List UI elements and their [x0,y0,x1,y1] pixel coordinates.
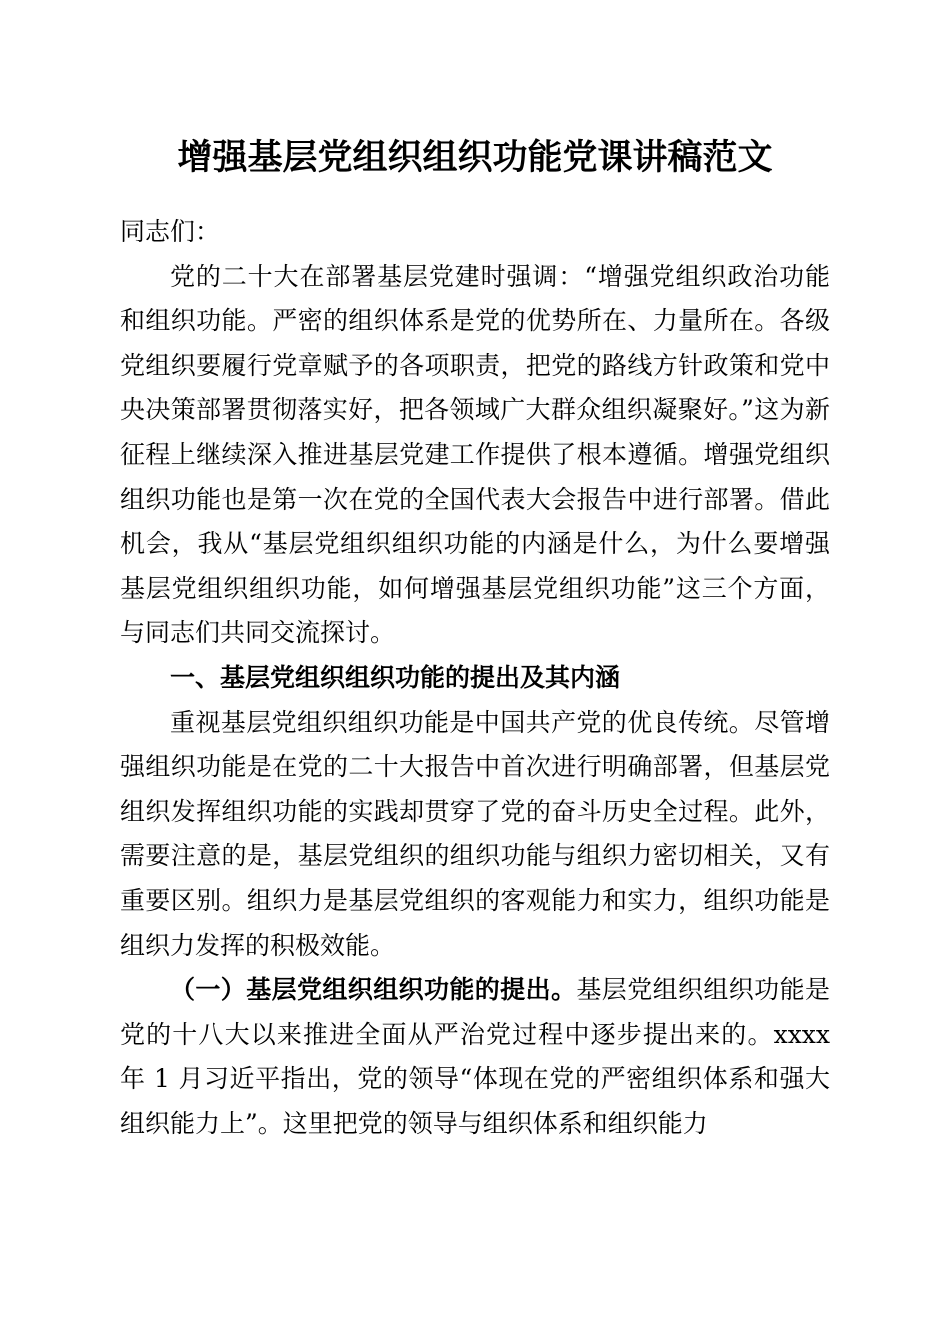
subsection-1-text: 基层党组织组织功能是党的十八大以来推进全面从严治党过程中逐步提出来的。xxxx 年 1 月习近平指出，党的领导“体现在党的严密组织体系和强大组织能力上”。这里把党的领导与组织体系和组织能力 [120,975,830,1138]
subsection-heading-1: （一）基层党组织组织功能的提出。 [170,975,577,1005]
document-body [120,210,830,1146]
section-1-paragraph: 重视基层党组织组织功能是中国共产党的优良传统。尽管增强组织功能是在党的二十大报告中首次进行明确部署，但基层党组织发挥组织功能的实践却贯穿了党的奋斗历史全过程。此外，需要注意的是，基层党组织的组织功能与组织力密切相关，又有重要区别。组织力是基层党组织的客观能力和实力，组织功能是组织力发挥的积极效能。 [120,707,830,960]
salutation: 同志们： [120,217,221,246]
subsection-1-paragraph [120,968,830,1146]
section-heading-1: 一、基层党组织组织功能的提出及其内涵 [170,662,621,692]
document-title: 增强基层党组织组织功能党课讲稿范文 [177,137,773,178]
intro-paragraph: 党的二十大在部署基层党建时强调：“增强党组织政治功能和组织功能。严密的组织体系是党的优势所在、力量所在。各级党组织要履行党章赋予的各项职责，把党的路线方针政策和党中央决策部署贯彻落实好，把各领域广大群众组织凝聚好。”这为新征程上继续深入推进基层党建工作提供了根本遵循。增强党组织组织功能也是第一次在党的全国代表大会报告中进行部署。借此机会，我从“基层党组织组织功能的内涵是什么，为什么要增强基层党组织组织功能，如何增强基层党组织功能”这三个方面，与同志们共同交流探讨。 [120,261,830,648]
